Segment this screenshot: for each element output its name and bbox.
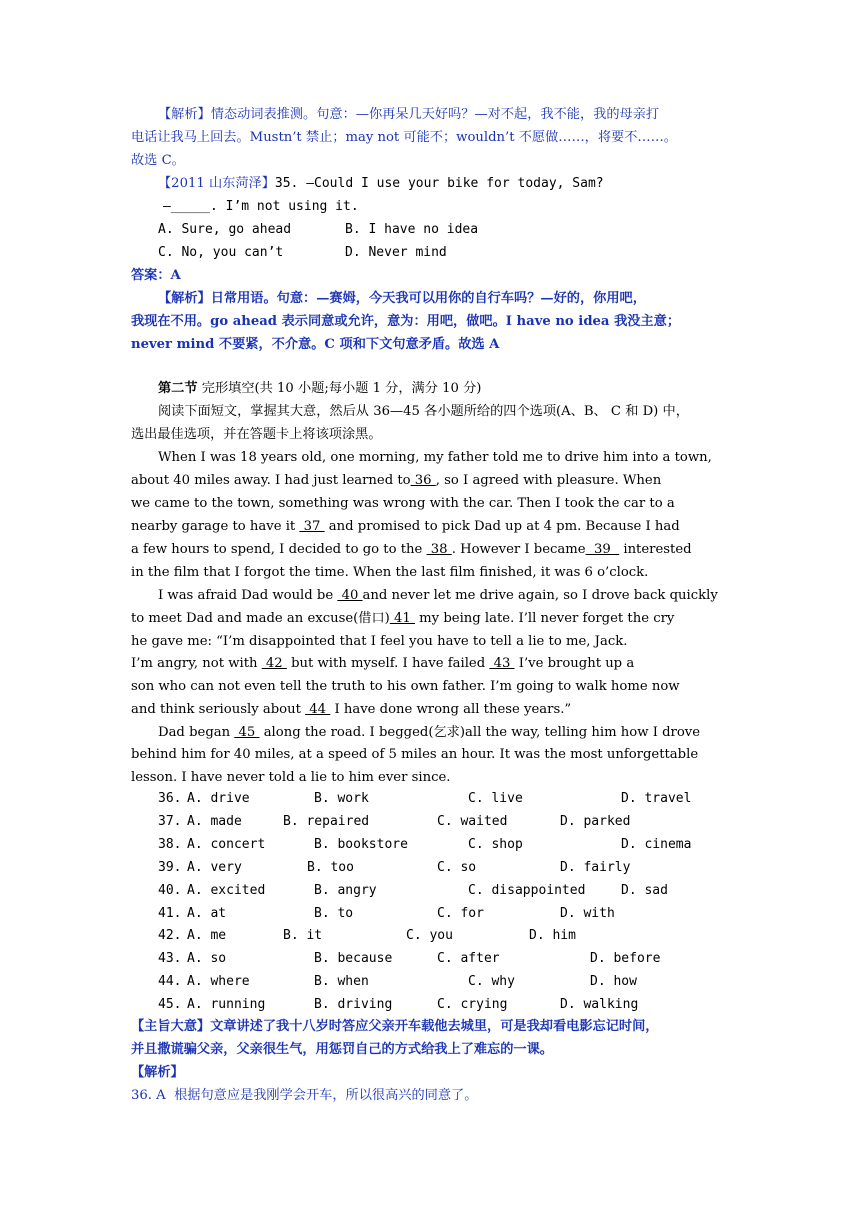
option-c: C. No, you can’t	[158, 245, 284, 260]
section-heading	[158, 380, 481, 398]
summary-line: 并且撒谎骗父亲，父亲很生气，用惩罚自己的方式给我上了难忘的一课。	[131, 1042, 553, 1057]
option-choice: A. excited	[187, 882, 266, 898]
instruction-line: 选出最佳选项，并在答题卡上将该项涂黑。	[131, 427, 382, 442]
option-number: 45.	[158, 997, 182, 1013]
option-choice: D. before	[590, 951, 661, 967]
option-choice: D. walking	[560, 997, 639, 1013]
passage-line: behind him for 40 miles, at a speed of 5 miles an hour. It was the most unforgettable	[131, 747, 699, 762]
option-choice: C. waited	[437, 813, 508, 829]
passage-line: son who can not even tell the truth to his own father. I’m going to walk home now	[131, 679, 680, 694]
passage-line: to meet Dad and made an excuse(借口) 41 my being late. I’ll never forget the cry	[131, 611, 675, 626]
option-choice: A. where	[187, 974, 250, 990]
option-number: 43.	[158, 951, 182, 967]
option-choice: D. travel	[621, 791, 692, 806]
section-number: 第二节	[158, 381, 198, 396]
option-choice: D. how	[590, 974, 637, 990]
explanation-line: never mind 不要紧，不介意。C 项和下文句意矛盾。故选 A	[131, 337, 500, 352]
passage-line: Dad began 45 along the road. I begged(乞求)all the way, telling him how I drove	[158, 725, 701, 740]
option-choice: A. drive	[187, 791, 250, 806]
option-number: 37.	[158, 813, 182, 829]
option-choice: B. too	[307, 859, 354, 875]
option-number: 40.	[158, 882, 182, 898]
option-choice: D. fairly	[560, 859, 631, 875]
option-choice: C. after	[437, 951, 500, 967]
option-choice: D. with	[560, 905, 615, 921]
option-choice: A. very	[187, 859, 242, 875]
answer: 答案：A	[131, 268, 181, 283]
option-choice: A. made	[187, 813, 242, 829]
passage-line: nearby garage to have it 37 and promised to pick Dad up at 4 pm. Because I had	[131, 519, 680, 534]
option-choice: B. driving	[314, 997, 393, 1013]
option-choice: C. so	[437, 859, 477, 875]
option-choice: A. running	[187, 997, 266, 1013]
option-choice: A. me	[187, 928, 227, 944]
passage-line: I’m angry, not with 42 but with myself. I have failed 43 I’ve brought up a	[131, 656, 635, 671]
option-choice: D. cinema	[621, 836, 692, 852]
option-choice: C. live	[468, 791, 523, 806]
passage-line: When I was 18 years old, one morning, my father told me to drive him into a town,	[158, 450, 712, 465]
passage-line: he gave me: “I’m disappointed that I feel you have to tell a lie to me, Jack.	[131, 634, 628, 649]
blank-38: 38	[426, 542, 452, 557]
option-choice: C. shop	[468, 836, 523, 852]
passage-line: about 40 miles away. I had just learned to 36 , so I agreed with pleasure. When	[131, 473, 662, 488]
option-choice: A. so	[187, 951, 227, 967]
option-choice: C. you	[406, 928, 453, 944]
option-number: 38.	[158, 836, 182, 852]
blank-36: 36	[410, 473, 436, 488]
option-choice: B. when	[314, 974, 369, 990]
explanation-heading: 【解析】	[131, 1065, 184, 1080]
option-choice: B. bookstore	[314, 836, 408, 852]
question-source: 【2011 山东菏泽】	[158, 176, 275, 191]
option-choice: D. him	[529, 928, 576, 944]
option-number: 42.	[158, 928, 182, 944]
blank-42: 42	[261, 656, 287, 671]
option-number: 39.	[158, 859, 182, 875]
explanation-line: 【解析】日常用语。句意：—赛姆，今天我可以用你的自行车吗？—好的，你用吧，	[158, 291, 646, 306]
explanation-line: 我现在不用。go ahead 表示同意或允许，意为：用吧，做吧。I have no idea 我没主意；	[131, 314, 681, 329]
passage-line: I was afraid Dad would be 40 and never let me drive again, so I drove back quickly	[158, 588, 718, 603]
blank-45: 45	[234, 725, 260, 740]
question-stem: 35. —Could I use your bike for today, Sam?	[274, 176, 604, 191]
option-choice: D. sad	[621, 882, 668, 898]
explanation-line: 故选 C。	[131, 153, 185, 168]
explanation-line: 电话让我马上回去。Mustn’t 禁止；may not 可能不；wouldn’t 不愿做……，将要不……。	[131, 130, 677, 145]
explanation-line: 【解析】情态动词表推测。句意：—你再呆几天好吗？—对不起，我不能，我的母亲打	[158, 107, 660, 122]
option-choice: A. at	[187, 905, 227, 921]
option-number: 44.	[158, 974, 182, 990]
option-choice: C. for	[437, 905, 484, 921]
option-choice: B. it	[283, 928, 323, 944]
option-number: 36.	[158, 791, 182, 806]
blank-37: 37	[299, 519, 325, 534]
passage-line: in the film that I forgot the time. When the last film finished, it was 6 o’clock.	[131, 565, 649, 580]
blank-40: 40	[337, 588, 363, 603]
blank-43: 43	[489, 656, 515, 671]
option-a: A. Sure, go ahead	[158, 222, 292, 237]
passage-line: and think seriously about 44 I have done wrong all these years.”	[131, 702, 572, 717]
option-choice: C. why	[468, 974, 515, 990]
passage-line: we came to the town, something was wrong with the car. Then I took the car to a	[131, 496, 675, 511]
summary-line: 【主旨大意】文章讲述了我十八岁时答应父亲开车载他去城里，可是我却看电影忘记时间，	[131, 1019, 659, 1034]
option-choice: B. angry	[314, 882, 377, 898]
option-choice: B. repaired	[283, 813, 370, 829]
instruction-line: 阅读下面短文，掌握其大意，然后从 36—45 各小题所给的四个选项(A、B、 C 和 D) 中，	[158, 404, 689, 419]
blank-44: 44	[305, 702, 331, 717]
option-choice: C. crying	[437, 997, 508, 1013]
option-choice: D. parked	[560, 813, 631, 829]
option-choice: B. because	[314, 951, 393, 967]
question-35	[158, 175, 604, 193]
option-number: 41.	[158, 905, 182, 921]
section-title: 完形填空(共 10 小题;每小题 1 分，满分 10 分)	[197, 381, 482, 396]
option-choice: B. to	[314, 905, 354, 921]
passage-line: lesson. I have never told a lie to him ever since.	[131, 770, 451, 785]
option-choice: A. concert	[187, 836, 266, 852]
option-b: B. I have no idea	[345, 222, 479, 237]
question-stem-reply: —_____. I’m not using it.	[163, 199, 359, 214]
passage-line: a few hours to spend, I decided to go to the 38 . However I became 39 interested	[131, 542, 692, 557]
option-d: D. Never mind	[345, 245, 447, 260]
option-choice: C. disappointed	[468, 882, 586, 898]
answer-explanation-36: 36. A 根据句意应是我刚学会开车，所以很高兴的同意了。	[131, 1088, 478, 1103]
option-choice: B. work	[314, 791, 369, 806]
blank-39: 39	[585, 542, 620, 557]
blank-41: 41	[389, 611, 415, 626]
